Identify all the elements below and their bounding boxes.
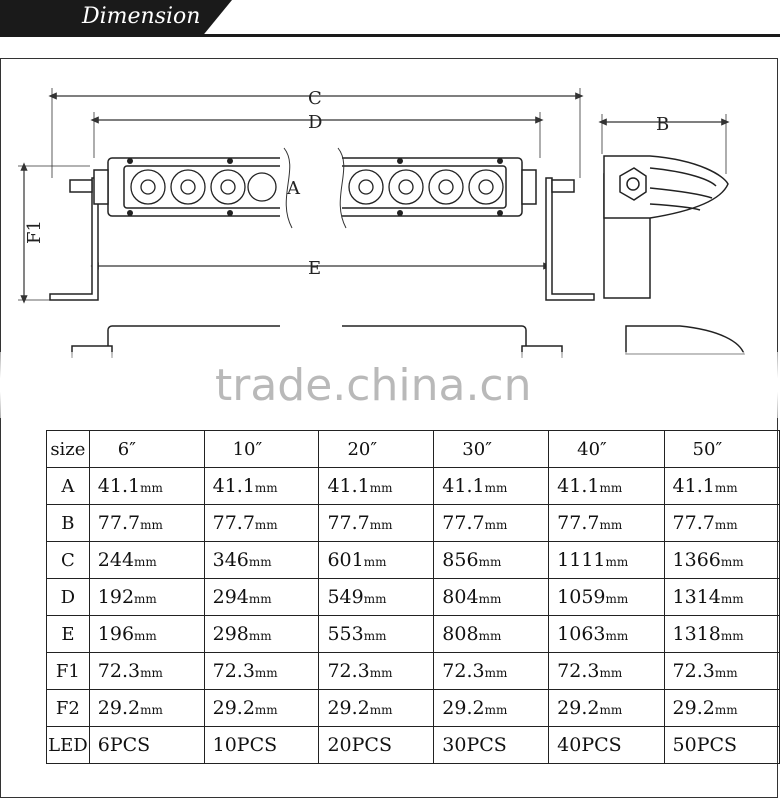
cell-unit: mm [369,666,393,680]
table-cell [89,579,204,616]
table-cell [89,468,204,505]
table-cell [664,653,779,690]
header-bar [0,0,780,38]
cell-unit: mm [720,555,744,569]
table-cell [434,542,549,579]
table-cell [319,653,434,690]
cell-unit: mm [599,666,623,680]
row-label: F1 [47,653,90,690]
cell-value: 72.3 [327,660,370,682]
cell-value: 196 [97,623,135,645]
table-cell [204,727,319,764]
table-cell [319,690,434,727]
row-label: C [47,542,90,579]
table-cell [434,616,549,653]
cell-value: 77.7 [327,512,370,534]
cell-unit: mm [484,666,508,680]
table-cell [204,616,319,653]
table-cell [89,542,204,579]
cell-value: 601 [327,549,364,571]
cell-value: 29.2 [442,697,485,719]
cell-unit: mm [140,666,163,680]
row-label: LED [47,727,90,764]
cell-value: 6PCS [97,734,151,756]
dimension-drawing [0,58,780,358]
cell-unit: mm [140,481,163,495]
table-cell [434,505,549,542]
cell-unit: mm [369,518,393,532]
table-cell [664,616,779,653]
cell-value: 29.2 [97,697,141,719]
label-c: C [308,88,322,109]
cell-value: 77.7 [672,512,715,534]
table-cell [549,727,664,764]
table-cell [204,468,319,505]
table-row [47,727,780,764]
cell-unit: mm [599,518,623,532]
cell-unit: mm [714,666,738,680]
table-cell [549,653,664,690]
dimension-table [46,430,780,764]
cell-unit: mm [714,481,738,495]
cell-unit: mm [254,518,278,532]
cell-value: 294 [212,586,249,608]
cell-value: 72.3 [557,660,600,682]
cell-unit: mm [248,629,272,643]
cell-value: 1314 [672,586,721,608]
table-cell [204,542,319,579]
table-cell [319,616,434,653]
cell-unit: mm [599,481,623,495]
table-cell [434,579,549,616]
watermark-text: trade.china.cn [215,360,532,411]
cell-unit: mm [254,666,278,680]
cell-unit: mm [134,555,157,569]
cell-value: 41.1 [442,475,485,497]
cell-unit: mm [363,555,387,569]
table-row [47,468,780,505]
cell-value: 298 [212,623,249,645]
cell-value: 72.3 [212,660,255,682]
table-header-row [47,431,780,468]
cell-value: 41.1 [327,475,370,497]
table-cell [434,727,549,764]
cell-value: 30PCS [442,734,507,756]
label-e: E [308,258,322,279]
table-cell [549,468,664,505]
table-cell [319,505,434,542]
table-cell [434,690,549,727]
cell-value: 72.3 [97,660,141,682]
page-title: Dimension [82,4,201,29]
table-cell [204,579,319,616]
table-row [47,579,780,616]
cell-unit: mm [140,518,163,532]
cell-value: 41.1 [672,475,715,497]
row-label: D [47,579,90,616]
cell-value: 77.7 [97,512,141,534]
table-cell [549,616,664,653]
size-header: 10″ [204,431,319,468]
header-underline [0,34,780,37]
table-cell [434,468,549,505]
cell-value: 549 [327,586,364,608]
cell-unit: mm [605,592,629,606]
table-row [47,653,780,690]
row-label: F2 [47,690,90,727]
row-label: E [47,616,90,653]
cell-value: 1111 [557,549,606,571]
table-cell [204,690,319,727]
cell-value: 1318 [672,623,721,645]
table-cell [319,542,434,579]
cell-unit: mm [140,703,163,717]
cell-unit: mm [363,592,387,606]
table-corner-cell: size [47,431,90,468]
cell-value: 29.2 [672,697,715,719]
table-cell [204,653,319,690]
size-header: 6″ [89,431,204,468]
row-label: A [47,468,90,505]
table-cell [549,690,664,727]
cell-unit: mm [599,703,623,717]
table-cell [89,727,204,764]
cell-unit: mm [720,592,744,606]
table-cell [89,690,204,727]
cell-value: 1366 [672,549,721,571]
cell-value: 346 [212,549,249,571]
cell-value: 77.7 [212,512,255,534]
cell-unit: mm [605,555,629,569]
cell-value: 244 [97,549,135,571]
table-row [47,690,780,727]
size-header: 40″ [549,431,664,468]
cell-value: 20PCS [327,734,392,756]
cell-unit: mm [254,703,278,717]
table-cell [664,468,779,505]
cell-value: 1063 [557,623,606,645]
cell-value: 808 [442,623,479,645]
table-cell [319,727,434,764]
cell-value: 804 [442,586,479,608]
table-row [47,542,780,579]
cell-unit: mm [248,555,272,569]
cell-value: 1059 [557,586,606,608]
cell-value: 553 [327,623,364,645]
cell-value: 40PCS [557,734,622,756]
cell-unit: mm [484,481,508,495]
table-cell [664,690,779,727]
cell-value: 192 [97,586,135,608]
table-cell [89,653,204,690]
table-row [47,616,780,653]
cell-unit: mm [478,555,502,569]
table-cell [549,505,664,542]
cell-value: 41.1 [557,475,600,497]
table-cell [549,542,664,579]
cell-unit: mm [369,703,393,717]
table-row [47,505,780,542]
cell-value: 856 [442,549,479,571]
cell-unit: mm [720,629,744,643]
row-label: B [47,505,90,542]
label-b: B [656,114,670,135]
cell-unit: mm [478,629,502,643]
cell-unit: mm [484,703,508,717]
cell-value: 72.3 [442,660,485,682]
cell-unit: mm [714,703,738,717]
table-cell [89,616,204,653]
table-cell [319,468,434,505]
table-cell [89,505,204,542]
table-cell [549,579,664,616]
table-cell [664,542,779,579]
cell-unit: mm [363,629,387,643]
cell-value: 41.1 [97,475,141,497]
cell-value: 29.2 [327,697,370,719]
label-d: D [308,112,323,133]
cell-value: 29.2 [557,697,600,719]
cell-unit: mm [134,629,157,643]
table-cell [664,505,779,542]
size-header: 20″ [319,431,434,468]
light-bar-side-view [604,156,728,298]
cell-value: 10PCS [212,734,278,756]
table-cell [664,579,779,616]
cell-value: 72.3 [672,660,715,682]
size-header: 50″ [664,431,779,468]
cell-unit: mm [254,481,278,495]
cell-unit: mm [369,481,393,495]
cell-value: 77.7 [557,512,600,534]
cell-unit: mm [484,518,508,532]
table-cell [319,579,434,616]
cell-value: 77.7 [442,512,485,534]
label-a: A [287,178,300,199]
size-header: 30″ [434,431,549,468]
cell-unit: mm [605,629,629,643]
cell-value: 50PCS [672,734,738,756]
table-cell [664,727,779,764]
cell-unit: mm [248,592,272,606]
table-cell [204,505,319,542]
cell-unit: mm [714,518,738,532]
cell-value: 29.2 [212,697,255,719]
table-cell [434,653,549,690]
cell-unit: mm [134,592,157,606]
cell-value: 41.1 [212,475,255,497]
cell-unit: mm [478,592,502,606]
label-f1: F1 [24,220,45,244]
